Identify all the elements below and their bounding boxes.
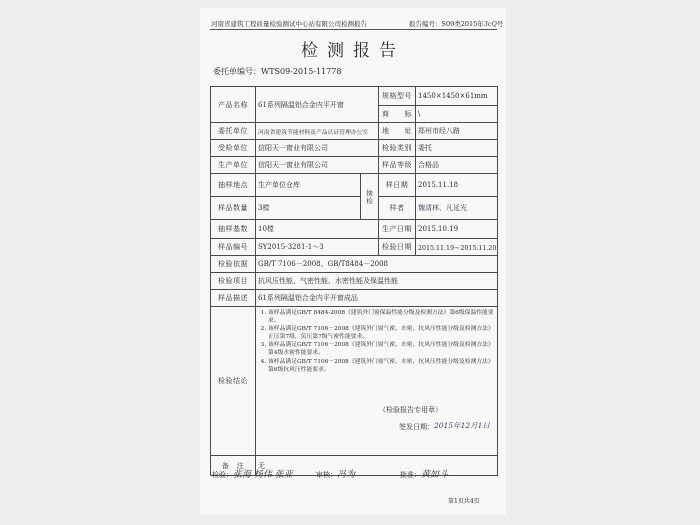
address-value: 郑州市经八路 bbox=[416, 123, 498, 140]
tester-sig: 张海 杨伟 张亚 bbox=[233, 470, 293, 480]
sampler-label: 样者 bbox=[379, 197, 416, 220]
desc-label: 样品描述 bbox=[211, 290, 256, 307]
inspected-label: 受检单位 bbox=[211, 140, 256, 157]
conclusion-item: 1. 该样品满足GB/T 8484-2008《建筑外门窗保温性能分级及检测方法》第6级保温性能要求。 bbox=[268, 309, 494, 325]
sampler-value: 魏清林、凡延光 bbox=[416, 197, 498, 220]
sampling-base-value: 10樘 bbox=[256, 220, 379, 239]
sample-no-value: SY2015-3281-1～3 bbox=[256, 239, 379, 256]
sampling-place-label: 抽样地点 bbox=[211, 174, 256, 197]
test-date-label: 检验日期 bbox=[379, 239, 416, 256]
brand-label: 商 标 bbox=[379, 106, 416, 123]
items-value: 抗风压性能、气密性能、水密性能及保温性能 bbox=[256, 273, 498, 290]
grade-label: 样品等级 bbox=[379, 157, 416, 174]
prod-date-label: 生产日期 bbox=[379, 220, 416, 239]
entrust-label: 委托单编号： bbox=[213, 67, 261, 76]
product-value: 61系列隔温铝合金内平开窗 bbox=[256, 87, 379, 123]
chou-jian-label: 抽 检 bbox=[361, 174, 379, 220]
conclusion-label: 检验结论 bbox=[211, 307, 256, 456]
sampling-date-label: 样日期 bbox=[379, 174, 416, 197]
spec-value: 1450×1450×61mm bbox=[416, 87, 498, 106]
conclusion-item: 2. 该样品满足GB/T 7106－2008《建筑外门窗气密、水密、抗风压性能分级及检测方法》正压第7级，负压第7级气密性能要求。 bbox=[268, 325, 494, 341]
product-label: 产品名称 bbox=[211, 87, 256, 123]
report-page bbox=[200, 8, 506, 515]
sampling-base-label: 抽样基数 bbox=[211, 220, 256, 239]
reviewer-signature bbox=[316, 467, 355, 480]
address-label: 地 址 bbox=[379, 123, 416, 140]
approver-signature bbox=[400, 467, 448, 480]
tester-signature bbox=[212, 467, 293, 480]
report-table bbox=[210, 86, 498, 476]
test-date-value: 2015.11.19～2015.11.20 bbox=[416, 239, 498, 256]
prod-date-value: 2015.10.19 bbox=[416, 220, 498, 239]
conclusion-list bbox=[259, 309, 494, 374]
test-type-value: 委托 bbox=[416, 140, 498, 157]
basis-label: 检验依据 bbox=[211, 256, 256, 273]
issue-date-label: 签发日期： bbox=[399, 423, 434, 431]
page-title: 检测报告 bbox=[301, 41, 405, 61]
issue-date-value: 2015年12月1日 bbox=[434, 421, 490, 430]
manufacturer-label: 生产单位 bbox=[211, 157, 256, 174]
brand-value: \ bbox=[416, 106, 498, 123]
sampling-date-value: 2015.11.18 bbox=[416, 174, 498, 197]
reviewer-label: 审核： bbox=[316, 471, 337, 479]
approver-sig: 黄如斗 bbox=[421, 470, 449, 480]
inspected-value: 信阳天一窗业有限公司 bbox=[256, 140, 379, 157]
items-label: 检验项目 bbox=[211, 273, 256, 290]
sampling-place-value: 生产单位仓库 bbox=[256, 174, 361, 197]
sample-no-label: 样品编号 bbox=[211, 239, 256, 256]
sample-qty-value: 3樘 bbox=[256, 197, 361, 220]
entrust-number bbox=[213, 66, 341, 77]
header-divider bbox=[210, 29, 497, 30]
manufacturer-value: 信阳天一窗业有限公司 bbox=[256, 157, 379, 174]
conclusion-item: 4. 该样品满足GB/T 7106－2008《建筑外门窗气密、水密、抗风压性能分级及检测方法》第6级抗风压性能要求。 bbox=[268, 358, 494, 374]
header-org: 河南省建筑工程质量检验测试中心站有限公司检测报告 bbox=[211, 20, 367, 28]
report-no-suffix: 号 bbox=[496, 20, 504, 28]
spec-label: 规格型号 bbox=[379, 87, 416, 106]
remark-label: 备 注 bbox=[211, 456, 256, 476]
client-value: 河南省建筑节能材料及产品认证管理办公室 bbox=[256, 123, 379, 140]
desc-value: 61系列隔温铝合金内平开窗成品 bbox=[256, 290, 498, 307]
client-label: 委托单位 bbox=[211, 123, 256, 140]
page-footer: 第1页共4页 bbox=[448, 498, 480, 505]
report-no-label: 报告编号：S09类2015年 bbox=[409, 20, 484, 28]
report-no-handwritten: 3cQ bbox=[483, 20, 497, 28]
tester-label: 检验： bbox=[212, 471, 233, 479]
test-type-label: 检验类别 bbox=[379, 140, 416, 157]
entrust-value: WTS09-2015-11778 bbox=[261, 67, 342, 76]
conclusion-cell bbox=[256, 307, 498, 456]
remark-value: 无 bbox=[256, 456, 498, 476]
header-report-no bbox=[409, 19, 503, 28]
conclusion-item: 3. 该样品满足GB/T 7106－2008《建筑外门窗气密、水密、抗风压性能分级及检测方法》第4级水密性能要求。 bbox=[268, 341, 494, 357]
report-stamp-text: （检验报告专用章） bbox=[379, 406, 442, 414]
reviewer-sig: 冯为 bbox=[337, 470, 356, 480]
sample-qty-label: 样品数量 bbox=[211, 197, 256, 220]
grade-value: 合格品 bbox=[416, 157, 498, 174]
approver-label: 批准： bbox=[400, 471, 421, 479]
basis-value: GB/T 7106－2008、GB/T8484－2008 bbox=[256, 256, 498, 273]
